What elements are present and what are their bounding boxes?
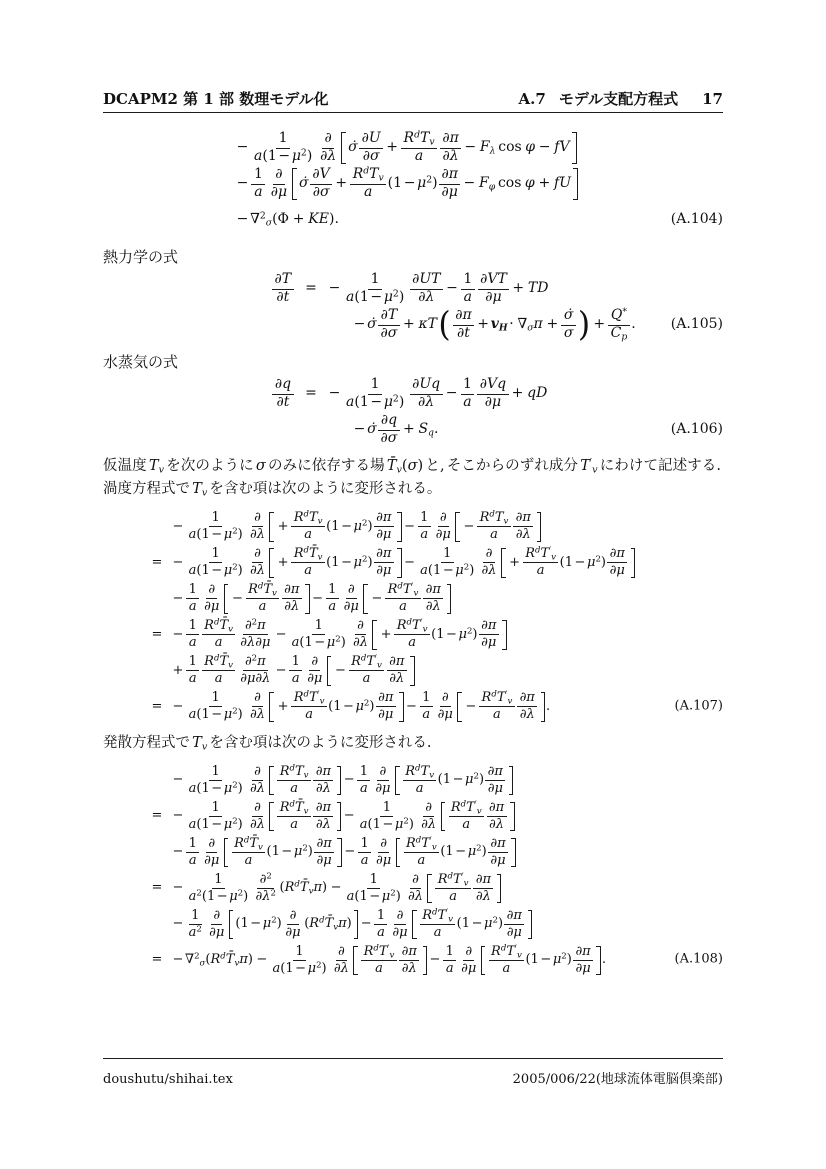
- running-title-left: DCAPM2 第 1 部 数理モデル化: [103, 90, 329, 108]
- equation-row: − $\frac{1}{a(1 - \mu^2)}$ ∂ ∂λ + $R^dT_v$ a $(1 - \mu^2)$ ∂π ∂μ − $\frac{1}{a}$ ∂ ∂μ − $R^dT_v$ a ∂π ∂λ: [143, 510, 723, 544]
- equation-number: (A.106): [670, 421, 723, 438]
- equation-block-a108: [103, 763, 723, 977]
- equation-row: − $\frac{1}{a(1 - \mu^2)}$ ∂ ∂λ $R^dT_v$ a ∂π ∂λ − $\frac{1}{a}$ ∂ ∂μ $R^dT_v$ a $(1 - \mu^2)$ ∂π ∂μ: [143, 763, 723, 797]
- page-content: [103, 126, 723, 982]
- equation-row: − $\frac{1}{a}$ ∂ ∂μ − $R^dT̄_v$ a ∂π ∂λ − $\frac{1}{a}$ ∂ ∂μ − $R^dT'_v$ a ∂π ∂λ: [143, 582, 723, 616]
- footer-rule: [103, 1058, 723, 1059]
- heading-water-vapor: 水蒸気の式: [103, 353, 179, 371]
- equation-row: − σ̇ ∂q ∂σ + $S_q$. (A.106): [353, 412, 723, 447]
- equation-row: = − $\frac{1}{a^2(1 - \mu^2)}$ ∂$^2$ $\partial\lambda^2$ $(R^dT̄_v\pi)$ − $\frac{1}{a(1 - \mu^2)}$ ∂ ∂λ $R^dT'_v$ a ∂π ∂λ: [143, 871, 723, 905]
- header-rule: [103, 112, 723, 113]
- equation-number: (A.104): [670, 211, 723, 228]
- equation-row: − ∇$^2_\sigma$(Φ + KE). (A.104): [236, 210, 723, 229]
- equation-row: = − $\nabla^2_\sigma(R^dT̄_v\pi)$ − $\frac{1}{a(1 - \mu^2)}$ ∂ ∂λ $R^dT'_v$ a ∂π ∂λ − $\frac{1}{a}$ ∂ ∂μ $R^dT'_v$ a $(1 - \mu^2)$ ∂π ∂μ . (A.108): [151, 943, 723, 976]
- equation-row: − σ̇ ∂T ∂σ + κT ( ∂π ∂t + $v_H$ · $\nabla_\sigma\pi$ + $\frac{\sigmȧ}{\sigma}$ ) + $\frac{Q^*}{C_p}$ . (A.105): [353, 305, 723, 345]
- page-footer: [103, 1058, 723, 1087]
- equation-number: (A.105): [670, 316, 723, 333]
- running-title-right: [519, 88, 723, 109]
- equation-row: + $\frac{1}{a}$ $R^dT̄_v$ a ∂$^2$π ∂μ∂λ − $\frac{1}{a}$ ∂ ∂μ − $R^dT'_v$ a ∂π ∂λ: [143, 654, 723, 688]
- equation-row: = − $\frac{1}{a(1 - \mu^2)}$ ∂ ∂λ + $R^dT̄_v$ a $(1 - \mu^2)$ ∂π ∂μ − $\frac{1}{a(1 - \mu^2)}$ ∂ ∂λ + $R^dT'_v$ a $(1 - \mu^2)$ ∂π ∂μ: [143, 546, 723, 580]
- equation-row: − $\frac{1}{a}$ ∂ ∂μ σ̇ ∂V ∂σ + $R^dT_v$ a $(1 - \mu^2)$ ∂π ∂μ − $F_\varphi$ cos φ + fU: [235, 167, 723, 201]
- equation-row: − $\frac{1}{a}$ ∂ ∂μ $R^dT̄_v$ a $(1 - \mu^2)$ ∂π ∂μ − $\frac{1}{a}$ ∂ ∂μ $R^dT'_v$ a $(1 - \mu^2)$ ∂π ∂μ: [143, 835, 723, 869]
- footer-filename: doushutu/shihai.tex: [103, 1072, 233, 1087]
- heading-thermodynamics: 熱力学の式: [103, 248, 179, 266]
- equation-row: ∂q ∂t = − $\frac{1}{a(1 - \mu^2)}$ ∂Uq ∂λ − $\frac{1}{a}$ ∂Vq ∂μ + qD: [251, 377, 723, 411]
- footer-date-credit: 2005/006/22(地球流体電脳倶楽部): [512, 1072, 723, 1087]
- section-number: A.7: [518, 90, 546, 108]
- equation-row: = − $\frac{1}{a(1 - \mu^2)}$ ∂ ∂λ $R^dT̄_v$ a ∂π ∂λ − $\frac{1}{a(1 - \mu^2)}$ ∂ ∂λ $R^dT'_v$ a ∂π ∂λ: [143, 799, 723, 833]
- equation-block-a105: [103, 271, 723, 345]
- equation-row: = − $\frac{1}{a(1 - \mu^2)}$ ∂ ∂λ + $R^dT'_v$ a $(1 - \mu^2)$ ∂π ∂μ − $\frac{1}{a}$ ∂ ∂μ − $R^dT'_v$ a ∂π ∂λ . (A.107): [151, 690, 723, 723]
- paragraph-virtual-temperature: 仮温度 $T_v$ を次のように σ のみに依存する場 $T̄_v(\sigma)$ と, そこからのずれ成分 $T'_v$ にわけて記述する.渦度方程式で $T_v$ を含む項は次のように変形される。: [103, 457, 721, 500]
- equation-block-a107: [103, 510, 723, 724]
- equation-row: − $\frac{1}{a(1 - \mu^2)}$ ∂ ∂λ σ̇ ∂U ∂σ + $R^dT_v$ a ∂π ∂λ − $F_\lambda$ cos φ − fV: [235, 131, 723, 165]
- equation-block-a104: [103, 131, 723, 237]
- equation-number: (A.108): [674, 952, 723, 968]
- equation-row: = − $\frac{1}{a}$ $R^dT̄_v$ a ∂$^2$π ∂λ∂μ − $\frac{1}{a(1 - \mu^2)}$ ∂ ∂λ + $R^dT'_v$ a $(1 - \mu^2)$ ∂π ∂μ: [143, 618, 723, 652]
- section-title: モデル支配方程式: [558, 90, 679, 108]
- equation-row: ∂T ∂t = − $\frac{1}{a(1 - \mu^2)}$ ∂UT ∂λ − $\frac{1}{a}$ ∂VT ∂μ + TD: [251, 272, 723, 306]
- paragraph-divergence: 発散方程式で $T_v$ を含む項は次のように変形される.: [103, 734, 432, 753]
- page-header: [103, 88, 723, 109]
- equation-number: (A.107): [674, 698, 723, 714]
- page-number: 17: [702, 90, 723, 108]
- equation-row: − $\frac{1}{a^2}$ ∂ ∂μ $(1 - \mu^2)$ ∂ ∂μ $(R^dT̄_v\pi)$ − $\frac{1}{a}$ ∂ ∂μ $R^dT'_v$ a $(1 - \mu^2)$ ∂π ∂μ: [143, 907, 723, 941]
- equation-block-a106: [103, 377, 723, 447]
- footer-row: [103, 1068, 723, 1087]
